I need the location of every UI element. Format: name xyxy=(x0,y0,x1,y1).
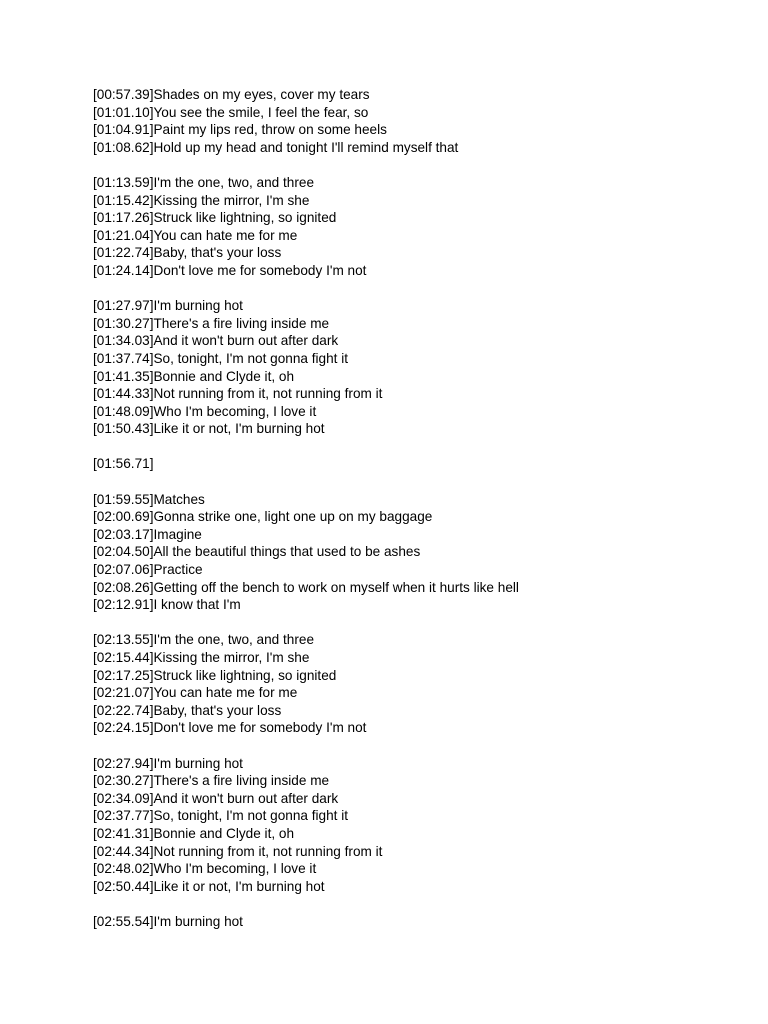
lyric-text: Who I'm becoming, I love it xyxy=(153,403,317,419)
lyric-line xyxy=(93,561,733,579)
timestamp: [01:24.14] xyxy=(93,262,154,278)
lyric-line xyxy=(93,755,733,773)
timestamp: [02:30.27] xyxy=(93,773,154,789)
lyric-text: Bonnie and Clyde it, oh xyxy=(153,368,295,384)
lyric-text: Matches xyxy=(153,491,205,507)
lyric-line xyxy=(93,227,733,245)
lyric-line xyxy=(93,807,733,825)
lyric-text: I'm the one, two, and three xyxy=(153,632,314,648)
lyric-text: You can hate me for me xyxy=(153,685,298,701)
timestamp: [02:21.07] xyxy=(93,685,154,701)
lyric-line xyxy=(93,843,733,861)
timestamp: [02:12.91] xyxy=(93,597,154,613)
timestamp: [02:55.54] xyxy=(93,913,154,929)
lyric-line xyxy=(93,596,733,614)
timestamp: [02:04.50] xyxy=(93,544,154,560)
lyric-line xyxy=(93,649,733,667)
timestamp: [01:01.10] xyxy=(93,104,154,120)
timestamp: [02:13.55] xyxy=(93,632,154,648)
lyric-line xyxy=(93,403,733,421)
timestamp: [02:48.02] xyxy=(93,861,154,877)
timestamp: [01:21.04] xyxy=(93,227,154,243)
lyric-text: I know that I'm xyxy=(153,597,241,613)
lyric-line xyxy=(93,825,733,843)
lyric-line xyxy=(93,631,733,649)
lyric-text: Imagine xyxy=(153,526,202,542)
lyric-text: Hold up my head and tonight I'll remind myself that xyxy=(153,139,459,155)
lyric-line xyxy=(93,385,733,403)
timestamp: [01:37.74] xyxy=(93,350,154,366)
lyric-line xyxy=(93,491,733,509)
lyric-line xyxy=(93,315,733,333)
lyric-text: Getting off the bench to work on myself when it hurts like hell xyxy=(153,579,519,595)
lyric-text: There's a fire living inside me xyxy=(153,315,330,331)
lyric-text: Like it or not, I'm burning hot xyxy=(153,421,325,437)
lyrics-stanza xyxy=(93,297,733,438)
timestamp: [02:22.74] xyxy=(93,702,154,718)
lyric-text: Paint my lips red, throw on some heels xyxy=(153,122,387,138)
lyric-line xyxy=(93,350,733,368)
timestamp: [02:08.26] xyxy=(93,579,154,595)
lyric-line xyxy=(93,121,733,139)
timestamp: [01:22.74] xyxy=(93,245,154,261)
lyric-line xyxy=(93,139,733,157)
lyrics-stanza xyxy=(93,755,733,896)
timestamp: [01:59.55] xyxy=(93,491,154,507)
lyric-text: I'm burning hot xyxy=(153,298,243,314)
timestamp: [02:34.09] xyxy=(93,790,154,806)
timestamp: [01:15.42] xyxy=(93,192,154,208)
lyric-line xyxy=(93,332,733,350)
lyric-text: Don't love me for somebody I'm not xyxy=(153,262,367,278)
lyric-line xyxy=(93,244,733,262)
lyric-line xyxy=(93,262,733,280)
timestamp: [01:08.62] xyxy=(93,139,154,155)
lyric-text: Baby, that's your loss xyxy=(153,245,282,261)
lyric-text: So, tonight, I'm not gonna fight it xyxy=(153,350,349,366)
timestamp: [02:24.15] xyxy=(93,720,154,736)
lyric-line xyxy=(93,455,733,473)
lyric-text: Kissing the mirror, I'm she xyxy=(153,192,310,208)
lyrics-stanza xyxy=(93,631,733,737)
timestamp: [02:44.34] xyxy=(93,843,154,859)
lyric-line xyxy=(93,420,733,438)
timestamp: [02:17.25] xyxy=(93,667,154,683)
lyric-line xyxy=(93,772,733,790)
lyric-text: Not running from it, not running from it xyxy=(153,386,383,402)
lyrics-stanza xyxy=(93,455,733,473)
lyric-line xyxy=(93,368,733,386)
timestamp: [02:15.44] xyxy=(93,650,154,665)
lyrics-stanza xyxy=(93,86,733,156)
lyric-line xyxy=(93,209,733,227)
lyric-line xyxy=(93,790,733,808)
lyric-line xyxy=(93,860,733,878)
lyric-text: Practice xyxy=(153,562,203,578)
lyric-text: Bonnie and Clyde it, oh xyxy=(153,825,295,841)
lyric-text: So, tonight, I'm not gonna fight it xyxy=(153,808,349,824)
lyric-line xyxy=(93,192,733,210)
lyric-text: I'm burning hot xyxy=(153,755,243,771)
timestamp: [02:50.44] xyxy=(93,878,154,894)
lyric-line xyxy=(93,719,733,737)
lyric-text: All the beautiful things that used to be ashes xyxy=(153,544,421,560)
timestamp: [02:07.06] xyxy=(93,562,154,578)
timestamp: [01:04.91] xyxy=(93,122,154,138)
timestamp: [01:34.03] xyxy=(93,333,154,349)
lyrics-document xyxy=(93,86,733,948)
lyrics-stanza xyxy=(93,491,733,614)
timestamp: [02:41.31] xyxy=(93,825,154,841)
timestamp: [01:30.27] xyxy=(93,315,154,331)
timestamp: [01:50.43] xyxy=(93,421,154,437)
timestamp: [01:56.71] xyxy=(93,456,154,472)
lyric-text: Don't love me for somebody I'm not xyxy=(153,720,367,736)
lyric-line xyxy=(93,878,733,896)
lyric-text: You can hate me for me xyxy=(153,227,298,243)
lyric-line xyxy=(93,913,733,931)
lyric-line xyxy=(93,297,733,315)
lyric-line xyxy=(93,702,733,720)
timestamp: [02:00.69] xyxy=(93,509,154,525)
lyric-line xyxy=(93,667,733,685)
timestamp: [02:27.94] xyxy=(93,755,154,771)
lyric-text: I'm the one, two, and three xyxy=(153,174,314,190)
lyric-text: Who I'm becoming, I love it xyxy=(153,861,317,877)
lyric-line xyxy=(93,104,733,122)
lyric-text: There's a fire living inside me xyxy=(153,773,330,789)
lyric-text: Gonna strike one, light one up on my baggage xyxy=(153,509,433,525)
timestamp: [01:27.97] xyxy=(93,298,154,314)
lyric-text: Baby, that's your loss xyxy=(153,702,282,718)
lyric-text: Struck like lightning, so ignited xyxy=(153,667,337,683)
lyric-text: Shades on my eyes, cover my tears xyxy=(153,87,370,102)
lyric-line xyxy=(93,684,733,702)
lyric-text: I'm burning hot xyxy=(153,913,243,929)
timestamp: [02:03.17] xyxy=(93,526,154,542)
lyric-text: Kissing the mirror, I'm she xyxy=(153,650,310,665)
lyrics-stanza xyxy=(93,174,733,280)
lyric-line xyxy=(93,579,733,597)
timestamp: [01:17.26] xyxy=(93,210,154,226)
lyric-text: Like it or not, I'm burning hot xyxy=(153,878,325,894)
timestamp: [01:48.09] xyxy=(93,403,154,419)
lyric-text: You see the smile, I feel the fear, so xyxy=(153,104,369,120)
lyric-line xyxy=(93,174,733,192)
lyrics-stanza xyxy=(93,913,733,931)
lyric-line xyxy=(93,86,733,104)
lyric-text: Not running from it, not running from it xyxy=(153,843,383,859)
lyric-text: Struck like lightning, so ignited xyxy=(153,210,337,226)
lyric-line xyxy=(93,543,733,561)
timestamp: [01:41.35] xyxy=(93,368,154,384)
timestamp: [01:44.33] xyxy=(93,386,154,402)
timestamp: [00:57.39] xyxy=(93,87,154,102)
timestamp: [02:37.77] xyxy=(93,808,154,824)
lyric-text: And it won't burn out after dark xyxy=(153,790,339,806)
lyric-text: And it won't burn out after dark xyxy=(153,333,339,349)
lyric-line xyxy=(93,508,733,526)
lyric-line xyxy=(93,526,733,544)
timestamp: [01:13.59] xyxy=(93,174,154,190)
